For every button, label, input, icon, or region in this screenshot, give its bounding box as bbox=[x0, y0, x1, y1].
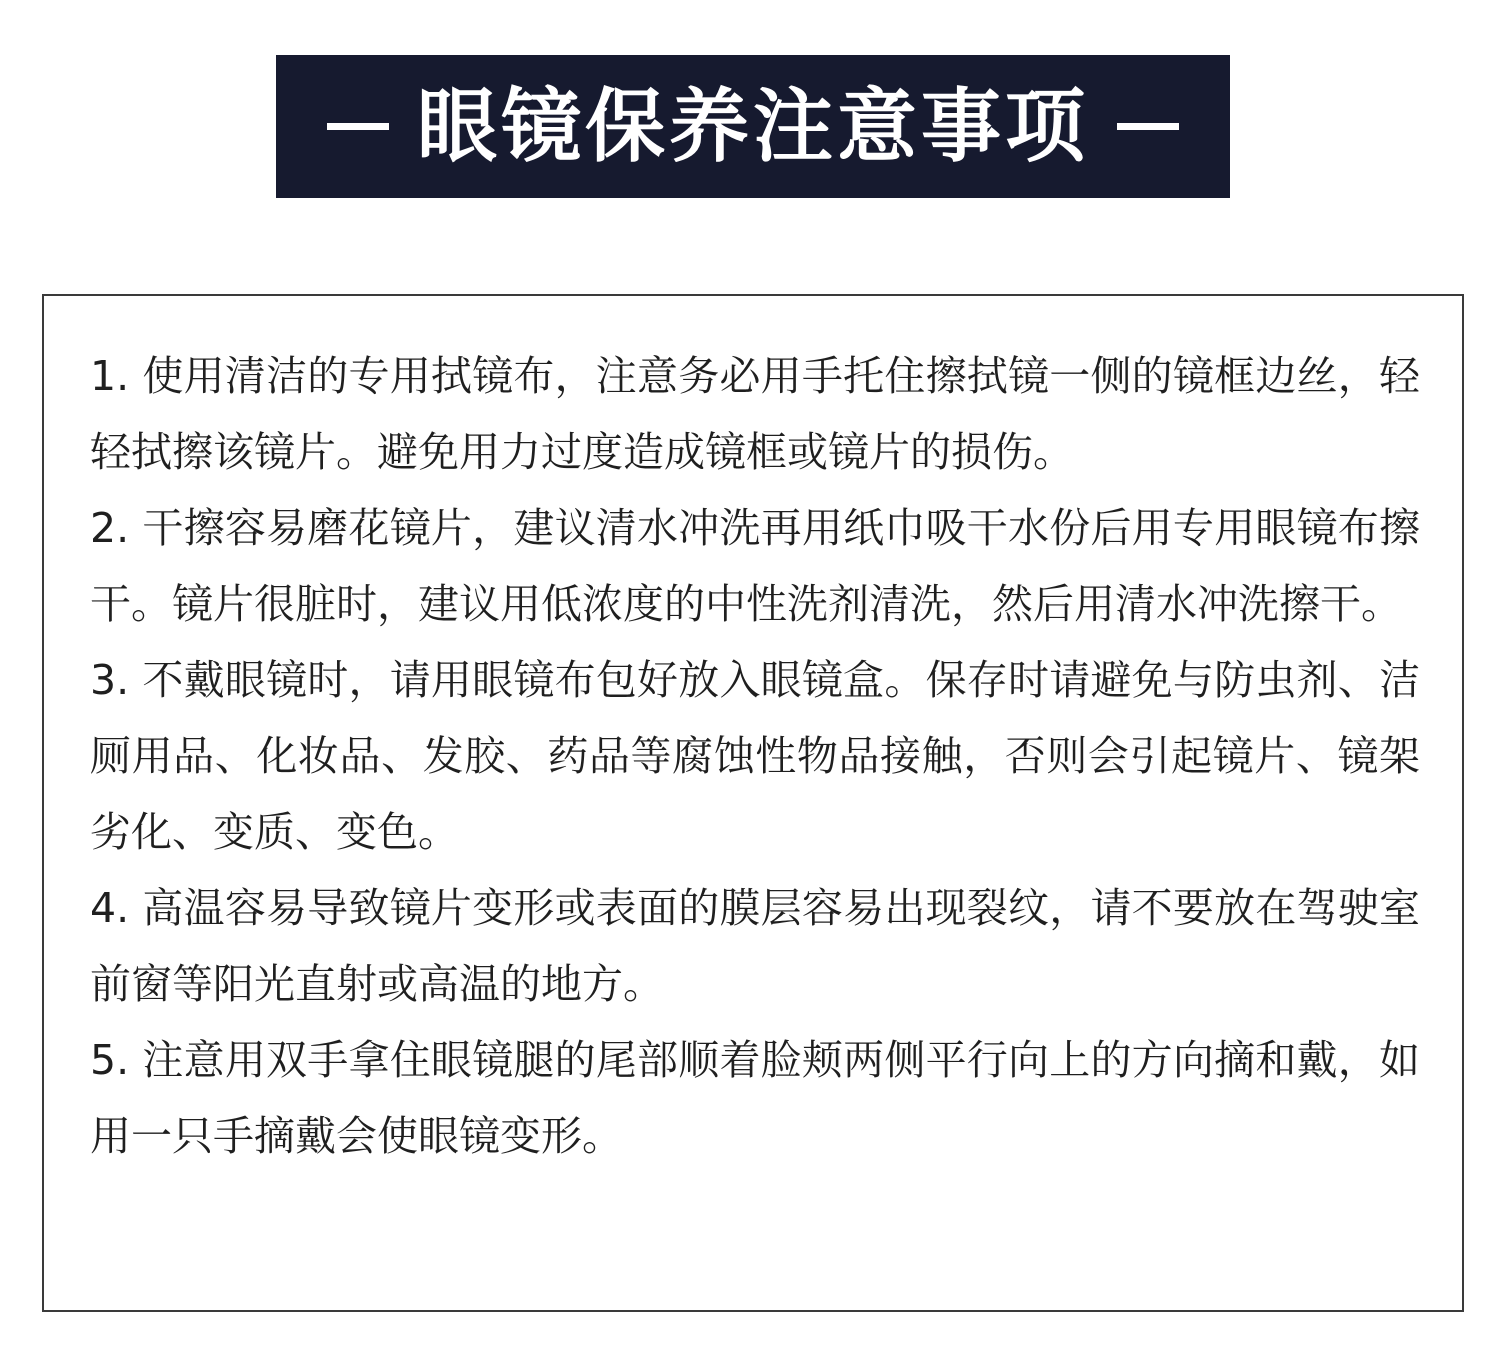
notice-list bbox=[90, 338, 1420, 1174]
notice-item-4: 4. 高温容易导致镜片变形或表面的膜层容易出现裂纹，请不要放在驾驶室前窗等阳光直射或高温的地方。 bbox=[90, 884, 1420, 1008]
page-title: 眼镜保养注意事项 bbox=[417, 79, 1089, 173]
notice-box bbox=[42, 294, 1464, 1312]
banner-heading bbox=[327, 79, 1179, 173]
notice-item-3: 3. 不戴眼镜时，请用眼镜布包好放入眼镜盒。保存时请避免与防虫剂、洁厕用品、化妆品、发胶、药品等腐蚀性物品接触，否则会引起镜片、镜架劣化、变质、变色。 bbox=[90, 656, 1420, 856]
dash-decoration-right bbox=[1117, 123, 1179, 130]
notice-item-5: 5. 注意用双手拿住眼镜腿的尾部顺着脸颊两侧平行向上的方向摘和戴，如用一只手摘戴会使眼镜变形。 bbox=[90, 1036, 1420, 1160]
notice-item-2: 2. 干擦容易磨花镜片，建议清水冲洗再用纸巾吸干水份后用专用眼镜布擦干。镜片很脏时，建议用低浓度的中性洗剂清洗，然后用清水冲洗擦干。 bbox=[90, 504, 1420, 628]
title-banner bbox=[276, 55, 1230, 198]
notice-item-1: 1. 使用清洁的专用拭镜布，注意务必用手托住擦拭镜一侧的镜框边丝，轻轻拭擦该镜片。避免用力过度造成镜框或镜片的损伤。 bbox=[90, 352, 1420, 476]
dash-decoration-left bbox=[327, 123, 389, 130]
